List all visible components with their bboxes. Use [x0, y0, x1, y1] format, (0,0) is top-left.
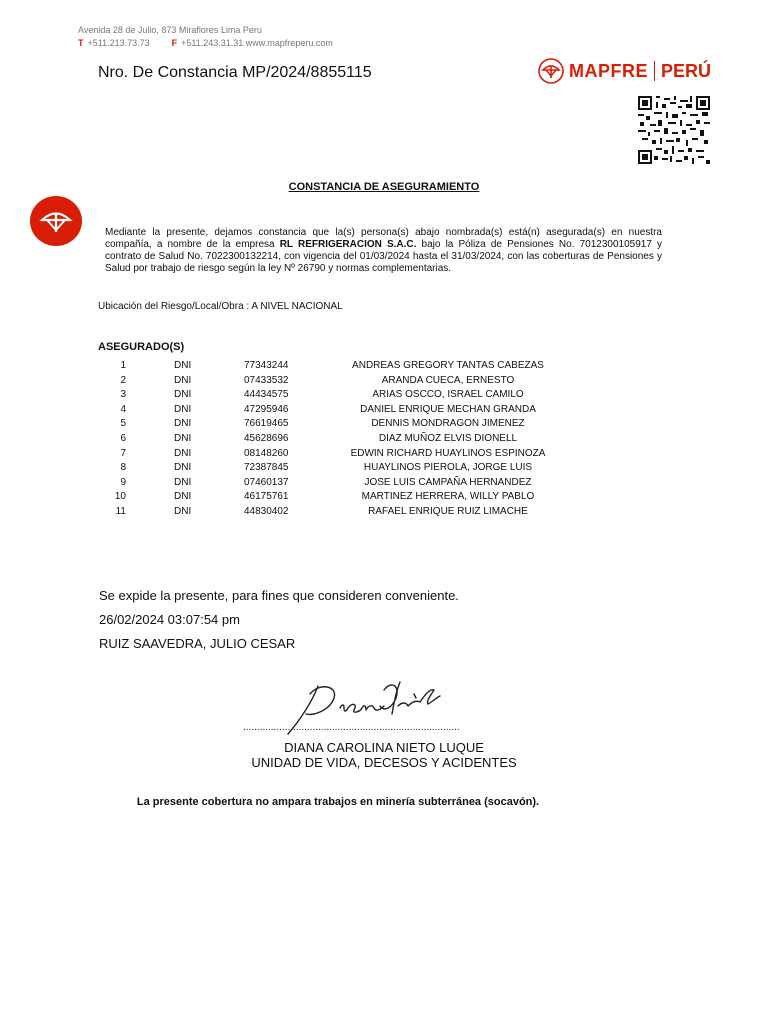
signer-name: DIANA CAROLINA NIETO LUQUE	[284, 740, 484, 755]
mapfre-emblem-icon	[538, 58, 564, 84]
insured-name: ARANDA CUECA, ERNESTO	[381, 374, 515, 386]
doc-number: 76619465	[244, 418, 289, 430]
brand-name: MAPFRE	[569, 60, 648, 81]
row-number: 1	[120, 360, 126, 371]
company-name: RL REFRIGERACION S.A.C.	[279, 239, 417, 250]
insured-row	[0, 462, 768, 477]
row-number: 10	[114, 491, 126, 503]
mapfre-side-emblem-icon	[30, 196, 82, 246]
doc-number: 44830402	[244, 505, 289, 517]
fax-label: F	[171, 38, 178, 48]
doc-type: DNI	[174, 360, 192, 371]
doc-type: DNI	[174, 476, 192, 488]
doc-type: DNI	[174, 403, 192, 415]
insured-row	[0, 448, 768, 463]
insured-row	[0, 506, 768, 521]
doc-number: 46175761	[244, 491, 289, 503]
issuer-name: RUIZ SAAVEDRA, JULIO CESAR	[99, 636, 296, 651]
issuance-statement: Se expide la presente, para fines que consideren conveniente.	[99, 588, 459, 603]
insured-name: EDWIN RICHARD HUAYLINOS ESPINOZA	[350, 447, 546, 459]
doc-type: DNI	[174, 447, 192, 459]
doc-type: DNI	[174, 418, 192, 430]
doc-number: 45628696	[244, 432, 289, 444]
qr-code-icon	[638, 96, 710, 164]
insured-name: ANDREAS GREGORY TANTAS CABEZAS	[352, 360, 544, 371]
insured-name: MARTINEZ HERRERA, WILLY PABLO	[361, 491, 535, 503]
insured-name: JOSE LUIS CAMPAÑA HERNANDEZ	[364, 476, 532, 488]
row-number: 6	[120, 432, 126, 444]
doc-number: 44434575	[244, 389, 289, 401]
doc-number: 08148260	[244, 447, 289, 459]
doc-type: DNI	[174, 432, 192, 444]
company-address-block	[78, 24, 333, 50]
insured-row	[0, 404, 768, 419]
risk-location: Ubicación del Riesgo/Local/Obra : A NIVEL NACIONAL	[98, 301, 343, 312]
insured-row	[0, 360, 768, 375]
row-number: 5	[120, 418, 126, 430]
insured-row	[0, 491, 768, 506]
row-number: 9	[120, 476, 126, 488]
brand-country: PERÚ	[661, 60, 712, 81]
doc-type: DNI	[174, 374, 192, 386]
coverage-paragraph	[105, 227, 662, 275]
insured-row	[0, 375, 768, 390]
insured-row	[0, 389, 768, 404]
insured-name: DENNIS MONDRAGON JIMENEZ	[371, 418, 525, 430]
insured-row	[0, 477, 768, 492]
issue-datetime: 26/02/2024 03:07:54 pm	[99, 612, 240, 627]
insured-name: RAFAEL ENRIQUE RUIZ LIMACHE	[368, 505, 528, 517]
doc-type: DNI	[174, 462, 192, 474]
paragraph-details: bajo la Póliza de Pensiones No. 7012300105917 y contrato de Salud No. 7022300132214, con vigencia del 01/03/2024 hasta el 31/03/2024, con las coberturas de Pensiones y Salud por trabajo de riesgo según la ley Nº 26790 y normas complementarias.	[105, 239, 662, 274]
insured-name: DANIEL ENRIQUE MECHAN GRANDA	[360, 403, 536, 415]
doc-number: 77343244	[244, 360, 289, 371]
phone-number: +511.213.73.73	[87, 38, 150, 48]
row-number: 3	[120, 389, 126, 401]
insured-name: HUAYLINOS PIEROLA, JORGE LUIS	[363, 462, 533, 474]
phone-label: T	[78, 38, 84, 48]
row-number: 4	[120, 403, 126, 415]
doc-type: DNI	[174, 389, 192, 401]
row-number: 2	[120, 374, 126, 386]
signature-line: ..............................................................................	[243, 722, 460, 733]
contact-line	[78, 37, 333, 50]
insured-row	[0, 418, 768, 433]
row-number: 11	[115, 505, 126, 517]
insured-heading: ASEGURADO(S)	[98, 341, 185, 353]
row-number: 7	[120, 447, 126, 459]
doc-number: 47295946	[244, 403, 289, 415]
insured-row	[0, 433, 768, 448]
mapfre-logo	[538, 58, 711, 84]
logo-divider	[654, 61, 655, 81]
address-line: Avenida 28 de Julio, 873 Miraflores Lima Peru	[78, 25, 262, 35]
doc-type: DNI	[174, 491, 192, 503]
insured-name: ARIAS OSCCO, ISRAEL CAMILO	[372, 389, 524, 401]
row-number: 8	[120, 462, 126, 474]
paragraph-intro: Mediante la presente, dejamos constancia que la(s) persona(s) abajo nombrada(s) está(n) asegurada(s) en nuestra compañía, a nombre de la empresa	[105, 227, 662, 250]
doc-number: 72387845	[244, 462, 289, 474]
doc-number: 07460137	[244, 476, 289, 488]
document-title: CONSTANCIA DE ASEGURAMIENTO	[288, 181, 480, 193]
insured-list	[0, 360, 768, 521]
doc-number: 07433532	[244, 374, 289, 386]
signer-unit: UNIDAD DE VIDA, DECESOS Y ACIDENTES	[251, 755, 517, 770]
doc-type: DNI	[174, 505, 192, 517]
coverage-exclusion-note: La presente cobertura no ampara trabajos en minería subterránea (socavón).	[136, 796, 540, 808]
constancia-number: Nro. De Constancia MP/2024/8855115	[98, 64, 372, 81]
insured-name: DIAZ MUÑOZ ELVIS DIONELL	[378, 432, 518, 444]
fax-and-website: +511.243.31.31 www.mapfreperu.com	[181, 38, 333, 48]
